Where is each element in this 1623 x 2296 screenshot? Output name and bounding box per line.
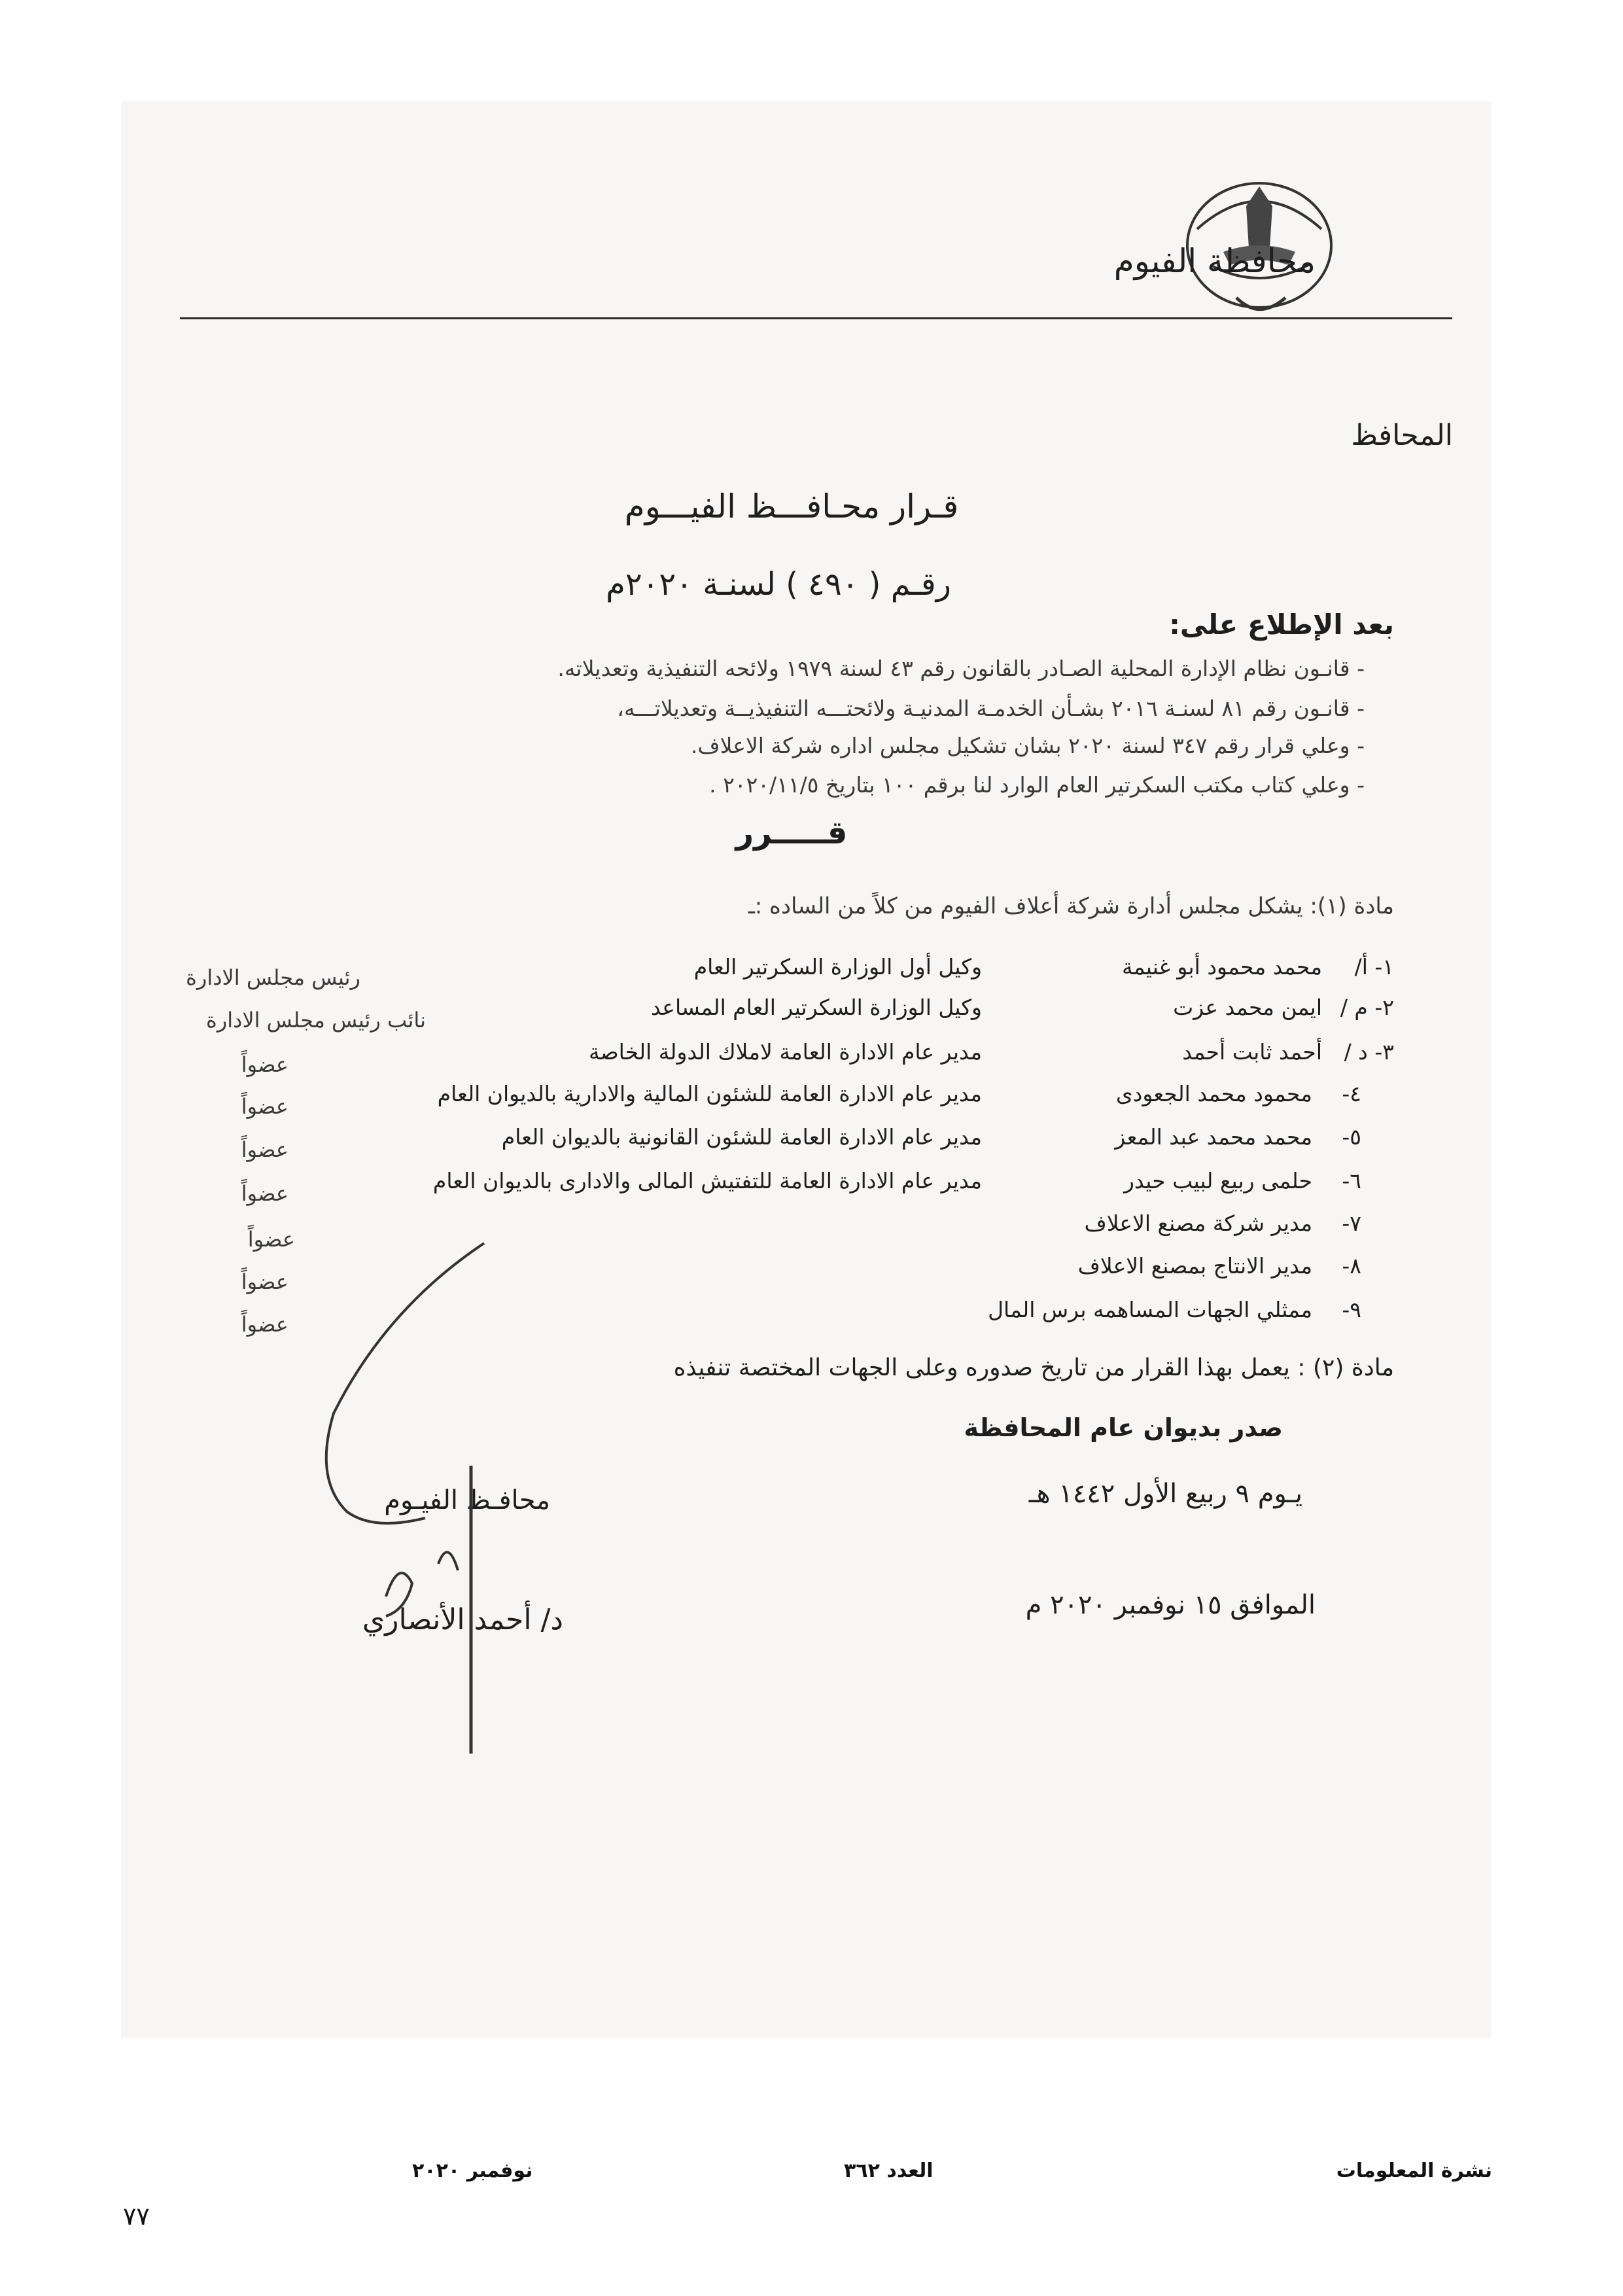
member-number: ١- أ/ [1354, 954, 1394, 980]
article-2: مادة (٢) : يعمل بهذا القرار من تاريخ صدوره وعلى الجهات المختصة تنفيذه [673, 1354, 1394, 1381]
member-role: عضواً [241, 1269, 288, 1294]
member-role: عضواً [241, 1312, 288, 1337]
member-number: ٤- [1342, 1081, 1361, 1106]
preamble-heading: بعد الإطلاع على: [1169, 609, 1394, 641]
member-number: ٣- د / [1344, 1039, 1394, 1065]
member-name: محمد محمد عبد المعز [1115, 1124, 1312, 1150]
issued-at: صدر بديوان عام المحافظة [964, 1413, 1283, 1442]
gregorian-date: الموافق ١٥ نوفمبر ٢٠٢٠ م [1025, 1590, 1316, 1620]
preamble-item: - وعلي قرار رقم ٣٤٧ لسنة ٢٠٢٠ بشان تشكيل مجلس اداره شركة الاعلاف. [690, 733, 1365, 758]
office-label: المحافظ [1351, 419, 1453, 452]
page-number: ٧٧ [123, 2202, 150, 2231]
signatory-title: محافـظ الفيـوم [384, 1485, 550, 1515]
member-role: عضواً [241, 1094, 288, 1119]
member-role: عضواً [241, 1181, 288, 1206]
preamble-item: - وعلي كتاب مكتب السكرتير العام الوارد لنا برقم ١٠٠ بتاريخ ٢٠٢٠/١١/٥ . [709, 772, 1365, 798]
member-number: ٥- [1342, 1124, 1361, 1150]
footer-publication: نشرة المعلومات [1336, 2159, 1492, 2182]
member-role: نائب رئيس مجلس الادارة [206, 1008, 426, 1033]
hijri-date: يـوم ٩ ربيع الأول ١٤٤٢ هـ [1028, 1479, 1302, 1509]
footer-month: نوفمبر ٢٠٢٠ [412, 2159, 533, 2182]
member-name: أحمد ثابت أحمد [1182, 1039, 1322, 1065]
member-name: محمود محمد الجعودى [1115, 1081, 1312, 1106]
member-position: مدير عام الادارة العامة للشئون المالية والادارية بالديوان العام [437, 1081, 982, 1106]
handwritten-signature [307, 1230, 517, 1754]
member-name: مدير شركة مصنع الاعلاف [1084, 1210, 1312, 1236]
decree-number: رقـم ( ٤٩٠ ) لسنـة ٢٠٢٠م [606, 566, 951, 603]
article-1: مادة (١): يشكل مجلس أدارة شركة أعلاف الفيوم من كلاً من الساده :ـ [748, 893, 1394, 919]
member-role: عضواً [247, 1227, 295, 1252]
member-position: وكيل الوزارة السكرتير العام المساعد [650, 995, 982, 1020]
decree-title: قـرار محـافـــظ الفيـــوم [624, 487, 959, 525]
member-name: ممثلي الجهات المساهمه برس المال [988, 1297, 1312, 1322]
footer-issue: العدد ٣٦٢ [844, 2159, 934, 2182]
member-role: رئيس مجلس الادارة [186, 965, 360, 990]
decides-heading: قـــــرر [735, 815, 848, 851]
member-position: مدير عام الادارة العامة للتفتيش المالى والادارى بالديوان العام [432, 1168, 982, 1193]
member-name: حلمى ربيع لبيب حيدر [1123, 1168, 1312, 1193]
member-number: ٨- [1342, 1253, 1361, 1279]
header-divider [180, 317, 1452, 319]
member-name: مدير الانتاج بمصنع الاعلاف [1077, 1253, 1312, 1279]
member-number: ٦- [1342, 1168, 1361, 1193]
member-role: عضواً [241, 1052, 288, 1077]
signatory-name: د/ أحمد الأنصاري [362, 1603, 563, 1636]
member-name: محمد محمود أبو غنيمة [1122, 954, 1322, 980]
member-number: ٢- م / [1340, 995, 1394, 1020]
member-position: وكيل أول الوزارة السكرتير العام [693, 954, 982, 980]
member-name: ايمن محمد عزت [1173, 995, 1322, 1020]
member-number: ٧- [1342, 1210, 1361, 1236]
preamble-item: - قانـون رقم ٨١ لسنـة ٢٠١٦ بشـأن الخدمـة المدنيـة ولائحتـــه التنفيذيــة وتعديلاتـــه، [617, 696, 1365, 721]
member-number: ٩- [1342, 1297, 1361, 1322]
governorate-name: محافظة الفيوم [1113, 242, 1316, 280]
member-position: مدير عام الادارة العامة لاملاك الدولة الخاصة [588, 1039, 982, 1065]
member-position: مدير عام الادارة العامة للشئون القانونية بالديوان العام [501, 1124, 982, 1150]
member-role: عضواً [241, 1137, 288, 1162]
preamble-item: - قانـون نظام الإدارة المحلية الصـادر بالقانون رقم ٤٣ لسنة ١٩٧٩ ولائحه التنفيذية وتعديلاته. [557, 656, 1365, 681]
